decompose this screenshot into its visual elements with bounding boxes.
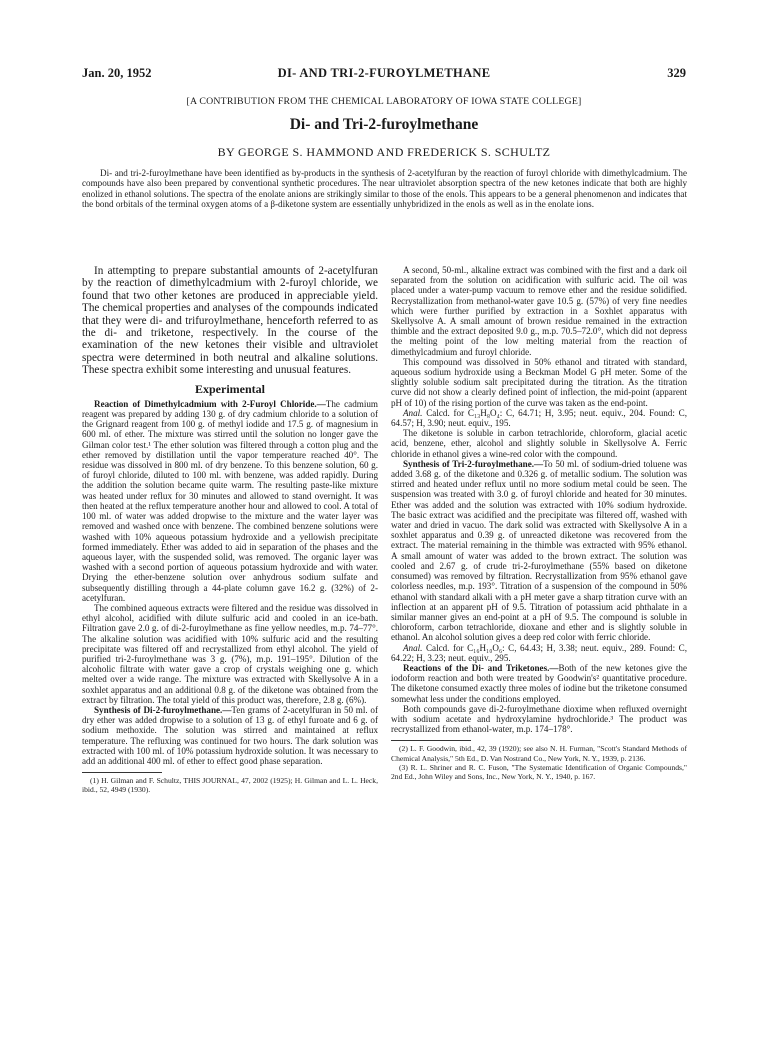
left-column [82, 265, 378, 795]
paragraph: This compound was dissolved in 50% ethanol and titrated with standard, aqueous sodium hydroxide using a Beckman Model G pH meter. Some of the slightly soluble sodium salt precipitated during the titration. As the titration curve did not show a clearly defined point of inflection, the mid-point (apparent pH of 10) of the rising portion of the curve was taken as the end-point. [391, 356, 687, 408]
run-in-heading: Synthesis of Di-2-furoylmethane.— [94, 704, 232, 715]
run-in-heading: Reaction of Dimethylcadmium with 2-Furoyl Chloride.— [94, 398, 326, 409]
paragraph: The diketone is soluble in carbon tetrachloride, chloroform, glacial acetic acid, benzene, ether, alcohol and slightly soluble in Skellysolve A. Ferric chloride in ethanol gives a wine-red color with the compound. [391, 428, 687, 459]
paragraph [391, 663, 687, 704]
paragraph [82, 399, 378, 603]
section-heading: Experimental [195, 381, 265, 396]
page-number: 329 [667, 66, 686, 80]
paragraph: The combined aqueous extracts were filtered and the residue was dissolved in ethyl alcohol, acidified with dilute sulfuric acid and cooled in an ice-bath. Filtration gave 2.0 g. of di-2-furoylmethane as fine yellow needles, m.p. 74–77°. The alkaline solution was acidified with 10% sulfuric acid and the resulting precipitate was filtered off and recrystallized from ethyl alcohol. The yield of purified tri-2-furoylmethane was 3 g. (7%), m.p. 191–195°. Dilution of the alcoholic filtrate with water gave a crop of crystals weighing one g. which melted over a wide range. The mixture was extracted with Skellysolve A in a soxhlet apparatus and an additional 0.8 g. of the diketone was obtained from the extract by filtration. The total yield of this product was, therefore, 2.8 g. (6%). [82, 602, 378, 705]
abstract [82, 168, 687, 210]
paragraph [391, 459, 687, 643]
paragraph [82, 705, 378, 766]
run-in-heading: Anal. [403, 407, 423, 418]
running-head [82, 66, 686, 82]
paragraph-text: Both of the new ketones give the iodoform reaction and both were treated by Goodwin's² quantitative procedure. The diketone consumed exactly three moles of iodine but the triketone consumed somewhat less under the conditions employed. [391, 662, 687, 704]
run-in-heading: Synthesis of Tri-2-furoylmethane.— [403, 458, 544, 469]
paragraph: Both compounds gave di-2-furoylmethane dioxime when refluxed overnight with sodium acetate and hydroxylamine hydrochloride.³ The product was recrystallized from ethanol-water, m.p. 174–178°. [391, 703, 687, 735]
intro-paragraph: In attempting to prepare substantial amounts of 2-acetylfuran by the reaction of dimethylcadmium with 2-furoyl chloride, we found that two other ketones are produced in appreciable yield. The chemical properties and analyses of the compounds indicated that they were di- and trifuroylmethane, henceforth referred to as the di- and triketone, respectively. In the course of the examination of the new ketones their visible and ultraviolet spectra were determined in both neutral and alkaline solutions. These spectra exhibit some interesting and unusual features. [82, 265, 378, 377]
footnote: (3) R. L. Shriner and R. C. Fuson, "The Systematic Identification of Organic Compounds," 2nd Ed., John Wiley and Sons, Inc., New York, N. Y., 1940, p. 167. [391, 762, 687, 781]
footnote: (2) L. F. Goodwin, ibid., 42, 39 (1920); see also N. H. Furman, "Scott's Standard Methods of Chemical Analysis," 5th Ed., D. Van Nostrand Co., New York, N. Y., 1939, p. 2136. [391, 744, 687, 763]
article-title: Di- and Tri-2-furoylmethane [289, 116, 479, 133]
abstract-text: Di- and tri-2-furoylmethane have been identified as by-products in the synthesis of 2-acetylfuran by the reaction of furoyl chloride with dimethylcadmium. The compounds have also been prepared by conventional synthetic procedures. The near ultraviolet absorption spectra of the new ketones indicate that both are highly enolized in ethanol solutions. The spectra of the enolate anions are strikingly similar to those of the enols. This appears to be a general phenomenon and indicates that the bond orbitals of the terminal oxygen atoms of a β-diketone system are essentially unhybridized in the enols as well as in the enolate ions. [82, 168, 687, 210]
paragraph-text: To 50 ml. of sodium-dried toluene was added 3.68 g. of the diketone and 0.326 g. of metallic sodium. The solution was stirred and heated under reflux until no more sodium metal could be seen. The suspension was treated with 3.0 g. of furoyl chloride and heated for 30 minutes. Ether was added and the solution was extracted with 10% sodium hydroxide. The basic extract was acidified and the precipitate was filtered off, washed with water and dried in vacuo. The dark solid was extracted with Skellysolve A in a soxhlet apparatus and 0.39 g. of unreacted diketone was recovered from the extract. The material remaining in the thimble was extracted with 95% ethanol. A small amount of water was added to the brown extract. The solution was cooled and 2.67 g. of crude tri-2-furoylmethane (55% based on diketone consumed) was removed by filtration. Recrystallization from 95% ethanol gave colorless needles, m.p. 193°. Titration of a suspension of the compound in 50% ethanol with standard alkali with a pH meter gave a sharp titration curve with an inflection at an apparent pH of 9.5. Titration of potassium acid phthalate in a similar manner gives an end-point at a pH of 9.5. The compound is soluble in chloroform, carbon tetrachloride, dioxane and ether and is slightly soluble in ethanol. An alcohol solution gives a deep red color with ferric chloride. [391, 458, 687, 643]
footnote-rule [391, 740, 471, 741]
paragraph-text: Ten grams of 2-acetylfuran in 50 ml. of dry ether was added dropwise to a solution of 13 g. of ethyl furoate and 6 g. of sodium methoxide. The solution was stirred and maintained at reflux temperature. The refluxing was continued for two hours. The dark solution was extracted with 100 ml. of 10% potassium hydroxide solution. It was necessary to add an additional 400 ml. of ether to effect good phase separation. [82, 704, 378, 766]
running-title: DI- AND TRI-2-FUROYLMETHANE [277, 66, 491, 80]
paragraph-text: Calcd. for C₁₆H₁₀O₆: C, 64.43; H, 3.38; neut. equiv., 289. Found: C, 64.22; H, 3.23; neut. equiv., 295. [391, 642, 687, 663]
footnote: (1) H. Gilman and F. Schultz, THIS JOURNAL, 47, 2002 (1925); H. Gilman and L. L. Heck, ibid., 52, 4949 (1930). [82, 776, 378, 795]
analysis [391, 408, 687, 428]
author-line: BY GEORGE S. HAMMOND AND FREDERICK S. SCHULTZ [217, 145, 551, 159]
run-in-heading: Reactions of the Di- and Triketones.— [403, 662, 559, 673]
right-column [391, 265, 687, 781]
paragraph-text: The cadmium reagent was prepared by adding 130 g. of dry cadmium chloride to a solution of the Grignard reagent from 100 g. of methyl iodide and 17.5 g. of magnesium in 600 ml. of ether. The mixture was stirred until the solution no longer gave the Gilman color test.¹ The ether solution was filtered through a cotton plug and the ether removed by distillation until the vapor temperature reached 40°. The residue was dissolved in 800 ml. of dry benzene. To this benzene solution, 60 g. of furoyl chloride, diluted to 100 ml. with benzene, was added rapidly. During the addition the solution became quite warm. The resulting paste-like mixture was heated under reflux for 30 minutes and allowed to stand overnight. It was then heated at the reflux temperature another hour and allowed to cool. A total of 100 ml. of water was added dropwise to the mixture and the water layer was removed and washed once with benzene. The combined benzene solutions were washed with 10% aqueous potassium hydroxide and a yellowish precipitate formed immediately. Ether was added to aid in separation of the phases and the aqueous layer, with the suspended solid, was removed. The organic layer was washed with a second portion of aqueous potassium hydroxide and with water. Drying the ether-benzene solution over anhydrous sodium sulfate and subsequently distilling through a 44-plate column gave 16.2 g. (32%) of 2-acetylfuran. [82, 398, 378, 603]
footnote-rule [82, 772, 162, 773]
run-in-heading: Anal. [403, 642, 423, 653]
issue-date: Jan. 20, 1952 [82, 66, 152, 80]
paragraph: A second, 50-ml., alkaline extract was combined with the first and a dark oil separated from the solution on acidification with sulfuric acid. The oil was placed under a water-pump vacuum to remove ether and the residue solidified. Recrystallization from methanol-water gave 10.5 g. (57%) of very fine needles which were further purified by extraction in a Soxhlet apparatus with Skellysolve A. A small amount of brown residue remained in the extraction thimble and the extract deposited 9.0 g., m.p. 70.5–72.0°, which did not depress the melting point of the low melting material from the reaction of dimethylcadmium and furoyl chloride. [391, 265, 687, 357]
introduction [82, 265, 378, 377]
analysis [391, 643, 687, 663]
paragraph-text: Calcd. for C₁₃H₈O₄: C, 64.71; H, 3.95; neut. equiv., 204. Found: C, 64.57; H, 3.90; neut. equiv., 195. [391, 407, 687, 429]
laboratory-line: [A CONTRIBUTION FROM THE CHEMICAL LABORATORY OF IOWA STATE COLLEGE] [186, 96, 582, 107]
